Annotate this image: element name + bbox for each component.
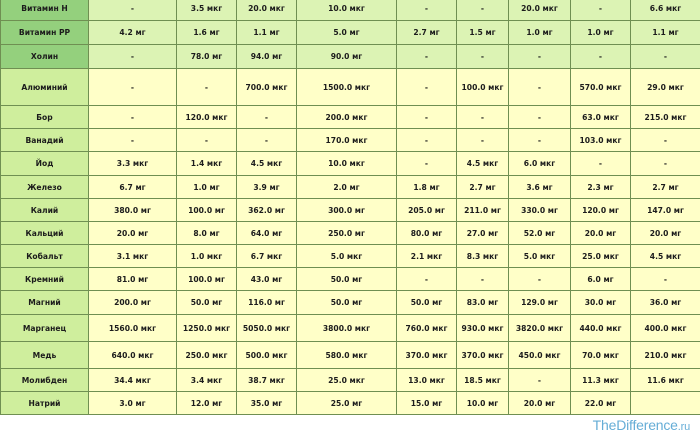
table-cell: 20.0 мкг (237, 0, 297, 21)
table-cell: - (237, 106, 297, 129)
table-row (1, 152, 700, 176)
table-row (1, 45, 700, 69)
table-cell: 10.0 мкг (297, 0, 397, 21)
table-cell: 250.0 мкг (177, 342, 237, 369)
row-nutrient-name: Йод (1, 152, 89, 176)
table-cell: - (237, 129, 297, 152)
table-row (1, 315, 700, 342)
table-cell: 25.0 мг (297, 392, 397, 415)
watermark-main: TheDifference (592, 417, 678, 433)
table-cell: 100.0 мг (177, 268, 237, 291)
row-nutrient-name: Натрий (1, 392, 89, 415)
table-cell: 43.0 мг (237, 268, 297, 291)
row-nutrient-name: Кобальт (1, 245, 89, 268)
table-cell: 22.0 мг (571, 392, 631, 415)
table-cell: 13.0 мкг (397, 369, 457, 392)
table-cell: 6.7 мкг (237, 245, 297, 268)
table-cell: 760.0 мкг (397, 315, 457, 342)
table-cell: - (631, 129, 700, 152)
table-cell: - (457, 0, 509, 21)
table-cell: 3.9 мг (237, 176, 297, 199)
row-nutrient-name: Железо (1, 176, 89, 199)
table-cell: 250.0 мг (297, 222, 397, 245)
table-cell: 20.0 мг (631, 222, 700, 245)
table-cell: 210.0 мкг (631, 342, 700, 369)
table-cell: - (509, 106, 571, 129)
table-row (1, 176, 700, 199)
table-cell: 64.0 мг (237, 222, 297, 245)
table-cell: 200.0 мкг (297, 106, 397, 129)
table-cell: 4.2 мг (89, 21, 177, 45)
table-cell: 38.7 мкг (237, 369, 297, 392)
table-cell: 1.1 мг (631, 21, 700, 45)
table-cell: 5.0 мг (297, 21, 397, 45)
table-cell: 370.0 мкг (397, 342, 457, 369)
table-cell: 120.0 мг (571, 199, 631, 222)
table-cell: 211.0 мг (457, 199, 509, 222)
table-cell: 147.0 мг (631, 199, 700, 222)
row-nutrient-name: Витамин PP (1, 21, 89, 45)
nutrient-table-body (1, 0, 700, 415)
table-cell: 27.0 мг (457, 222, 509, 245)
table-cell: 1.0 мг (509, 21, 571, 45)
table-cell: 1.0 мкг (177, 245, 237, 268)
table-cell: 94.0 мг (237, 45, 297, 69)
table-cell: 4.5 мкг (631, 245, 700, 268)
table-row (1, 392, 700, 415)
table-cell: 1.5 мг (457, 21, 509, 45)
table-row (1, 245, 700, 268)
table-cell: 15.0 мг (397, 392, 457, 415)
row-nutrient-name: Холин (1, 45, 89, 69)
table-row (1, 129, 700, 152)
table-cell: - (89, 69, 177, 106)
table-cell: 29.0 мкг (631, 69, 700, 106)
table-cell: 90.0 мг (297, 45, 397, 69)
table-cell: - (457, 268, 509, 291)
table-cell: 100.0 мкг (457, 69, 509, 106)
table-cell: 6.7 мг (89, 176, 177, 199)
table-cell: 3820.0 мкг (509, 315, 571, 342)
table-cell: - (397, 152, 457, 176)
table-cell: 440.0 мкг (571, 315, 631, 342)
table-cell: 1.1 мг (237, 21, 297, 45)
table-cell: 362.0 мг (237, 199, 297, 222)
row-nutrient-name: Ванадий (1, 129, 89, 152)
table-cell: 25.0 мкг (297, 369, 397, 392)
table-cell: 215.0 мкг (631, 106, 700, 129)
table-cell: - (509, 268, 571, 291)
row-nutrient-name: Калий (1, 199, 89, 222)
row-nutrient-name: Кальций (1, 222, 89, 245)
table-cell: 63.0 мкг (571, 106, 631, 129)
table-cell: 3.4 мкг (177, 369, 237, 392)
table-cell: 450.0 мкг (509, 342, 571, 369)
row-nutrient-name: Молибден (1, 369, 89, 392)
table-cell: 2.7 мг (457, 176, 509, 199)
table-cell: 205.0 мг (397, 199, 457, 222)
table-cell: 5.0 мкг (297, 245, 397, 268)
table-row (1, 369, 700, 392)
table-cell: 300.0 мг (297, 199, 397, 222)
table-cell: 3.6 мг (509, 176, 571, 199)
table-cell: 500.0 мкг (237, 342, 297, 369)
table-cell: 100.0 мг (177, 199, 237, 222)
table-cell: 25.0 мкг (571, 245, 631, 268)
table-cell: 2.7 мг (397, 21, 457, 45)
table-cell: 2.7 мг (631, 176, 700, 199)
table-cell: - (397, 69, 457, 106)
table-cell: 3.1 мкг (89, 245, 177, 268)
table-cell: 330.0 мг (509, 199, 571, 222)
table-cell: 1500.0 мкг (297, 69, 397, 106)
table-cell: 1560.0 мкг (89, 315, 177, 342)
table-cell: 70.0 мкг (571, 342, 631, 369)
table-cell: 6.6 мкг (631, 0, 700, 21)
table-cell (631, 392, 700, 415)
table-cell: - (571, 0, 631, 21)
table-cell: 1.0 мг (571, 21, 631, 45)
table-cell: 52.0 мг (509, 222, 571, 245)
table-cell: 170.0 мкг (297, 129, 397, 152)
table-cell: - (89, 45, 177, 69)
table-cell: 1250.0 мкг (177, 315, 237, 342)
table-cell: 50.0 мг (397, 291, 457, 315)
table-cell: 1.6 мг (177, 21, 237, 45)
table-cell: 4.5 мкг (457, 152, 509, 176)
table-cell: 11.6 мкг (631, 369, 700, 392)
table-cell: 3.5 мкг (177, 0, 237, 21)
row-nutrient-name: Медь (1, 342, 89, 369)
table-row (1, 106, 700, 129)
table-cell: 10.0 мкг (297, 152, 397, 176)
table-cell: - (457, 129, 509, 152)
table-row (1, 21, 700, 45)
table-cell: 6.0 мкг (509, 152, 571, 176)
table-cell: 3.0 мг (89, 392, 177, 415)
table-cell: - (571, 152, 631, 176)
table-cell: 570.0 мкг (571, 69, 631, 106)
table-cell: 580.0 мкг (297, 342, 397, 369)
table-cell: 129.0 мг (509, 291, 571, 315)
table-cell: - (631, 268, 700, 291)
table-row (1, 268, 700, 291)
table-cell: - (177, 69, 237, 106)
table-cell: 2.0 мг (297, 176, 397, 199)
table-cell: - (397, 268, 457, 291)
table-cell: - (509, 129, 571, 152)
table-cell: 6.0 мг (571, 268, 631, 291)
table-cell: - (457, 45, 509, 69)
table-row (1, 291, 700, 315)
table-cell: 20.0 мг (509, 392, 571, 415)
table-cell: 120.0 мкг (177, 106, 237, 129)
table-cell: - (571, 45, 631, 69)
table-cell: 1.4 мкг (177, 152, 237, 176)
table-cell: 11.3 мкг (571, 369, 631, 392)
table-cell: - (397, 129, 457, 152)
table-cell: 640.0 мкг (89, 342, 177, 369)
table-row (1, 222, 700, 245)
watermark-tld: .ru (677, 421, 690, 433)
table-cell: 35.0 мг (237, 392, 297, 415)
table-cell: - (509, 45, 571, 69)
table-cell: 80.0 мг (397, 222, 457, 245)
table-cell: 3800.0 мкг (297, 315, 397, 342)
table-cell: - (397, 106, 457, 129)
table-cell: - (457, 106, 509, 129)
table-cell: 36.0 мг (631, 291, 700, 315)
table-cell: 10.0 мг (457, 392, 509, 415)
table-cell: 200.0 мг (89, 291, 177, 315)
table-cell: - (509, 369, 571, 392)
table-cell: - (177, 129, 237, 152)
table-cell: 78.0 мг (177, 45, 237, 69)
table-row (1, 0, 700, 21)
row-nutrient-name: Бор (1, 106, 89, 129)
table-row (1, 69, 700, 106)
table-cell: 4.5 мкг (237, 152, 297, 176)
table-cell: - (89, 129, 177, 152)
row-nutrient-name: Кремний (1, 268, 89, 291)
table-cell: 50.0 мг (297, 291, 397, 315)
table-cell: 18.5 мкг (457, 369, 509, 392)
table-cell: 50.0 мг (177, 291, 237, 315)
site-watermark (593, 417, 690, 433)
table-cell: - (89, 106, 177, 129)
table-cell: 8.0 мг (177, 222, 237, 245)
table-row (1, 199, 700, 222)
table-cell: 20.0 мг (89, 222, 177, 245)
table-cell: - (397, 45, 457, 69)
table-cell: 2.1 мкг (397, 245, 457, 268)
table-cell: 380.0 мг (89, 199, 177, 222)
table-cell: 34.4 мкг (89, 369, 177, 392)
table-cell: 1.0 мг (177, 176, 237, 199)
table-cell: - (397, 0, 457, 21)
table-cell: 81.0 мг (89, 268, 177, 291)
table-cell: 83.0 мг (457, 291, 509, 315)
table-cell: 20.0 мкг (509, 0, 571, 21)
table-cell: - (509, 69, 571, 106)
table-cell: - (631, 152, 700, 176)
table-cell: 20.0 мг (571, 222, 631, 245)
table-cell: 5.0 мкг (509, 245, 571, 268)
table-cell: 50.0 мг (297, 268, 397, 291)
table-cell: 1.8 мг (397, 176, 457, 199)
table-cell: 30.0 мг (571, 291, 631, 315)
row-nutrient-name: Алюминий (1, 69, 89, 106)
table-cell: 5050.0 мкг (237, 315, 297, 342)
row-nutrient-name: Витамин H (1, 0, 89, 21)
table-cell: 3.3 мкг (89, 152, 177, 176)
table-cell: 2.3 мг (571, 176, 631, 199)
table-cell: 930.0 мкг (457, 315, 509, 342)
table-cell: 116.0 мг (237, 291, 297, 315)
table-cell: - (631, 45, 700, 69)
table-cell: 370.0 мкг (457, 342, 509, 369)
table-cell: - (89, 0, 177, 21)
table-cell: 103.0 мкг (571, 129, 631, 152)
table-cell: 700.0 мкг (237, 69, 297, 106)
table-cell: 400.0 мкг (631, 315, 700, 342)
table-cell: 8.3 мкг (457, 245, 509, 268)
table-cell: 12.0 мг (177, 392, 237, 415)
row-nutrient-name: Магний (1, 291, 89, 315)
row-nutrient-name: Марганец (1, 315, 89, 342)
table-row (1, 342, 700, 369)
